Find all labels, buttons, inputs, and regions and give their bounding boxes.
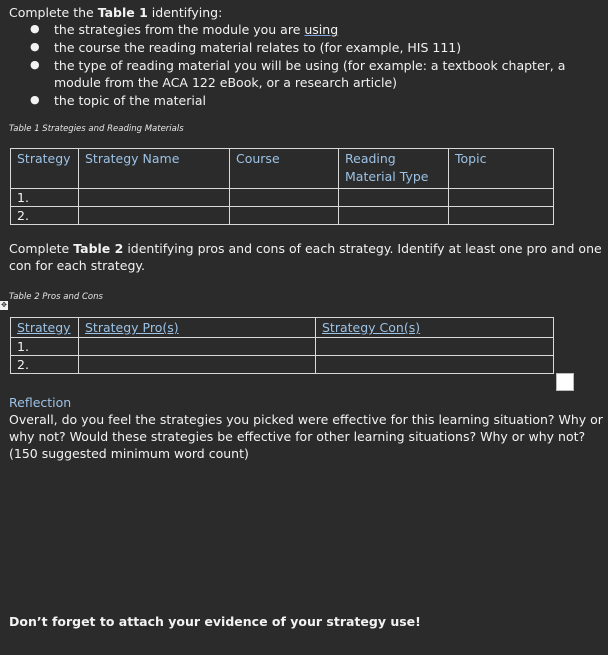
- footer-note: Don’t forget to attach your evidence of your strategy use!: [9, 614, 421, 629]
- table1-caption: Table 1 Strategies and Reading Materials: [9, 124, 184, 134]
- table-row[interactable]: [11, 356, 554, 374]
- list-item: the course the reading material relates to (for example, HIS 111): [54, 40, 462, 55]
- table-header-row: [11, 318, 554, 338]
- table-cell[interactable]: [79, 189, 230, 207]
- header-reading-material-type: Reading Material Type: [339, 149, 449, 189]
- header-strategy-pros: Strategy Pro(s): [79, 318, 316, 338]
- list-item-continued: module from the ACA 122 eBook, or a research article): [54, 75, 398, 90]
- row-number: 1.: [11, 338, 79, 356]
- list-item: the type of reading material you will be using (for example: a textbook chapter, a: [54, 58, 566, 73]
- table2-instructions: Complete Table 2 identifying pros and cons of each strategy. Identify at least one pro and one: [9, 241, 602, 256]
- bullet-icon: ●: [30, 58, 40, 71]
- strategies-table: [10, 148, 554, 225]
- table-row[interactable]: [11, 189, 554, 207]
- table-cell[interactable]: [79, 338, 316, 356]
- header-strategy-name: Strategy Name: [79, 149, 230, 189]
- table-cell[interactable]: [79, 356, 316, 374]
- table-cell[interactable]: [230, 189, 339, 207]
- reflection-text: Overall, do you feel the strategies you picked were effective for this learning situation? Why or: [9, 412, 603, 427]
- list-item: the topic of the material: [54, 93, 206, 108]
- intro-text: Complete the Table 1 identifying:: [9, 5, 223, 20]
- table-cell[interactable]: [79, 207, 230, 225]
- header-strategy-cons: Strategy Con(s): [316, 318, 554, 338]
- reflection-text: (150 suggested minimum word count): [9, 446, 249, 461]
- table-cell[interactable]: [339, 207, 449, 225]
- pros-cons-table: [10, 317, 554, 374]
- table-cell[interactable]: [449, 189, 554, 207]
- reflection-heading: Reflection: [9, 395, 72, 410]
- table-cell[interactable]: [449, 207, 554, 225]
- reflection-text: why not? Would these strategies be effective for other learning situations? Why or why not?: [9, 429, 586, 444]
- header-topic: Topic: [449, 149, 554, 189]
- table-cell[interactable]: [230, 207, 339, 225]
- header-strategy: Strategy: [11, 149, 79, 189]
- table-cell[interactable]: [316, 338, 554, 356]
- table-cell[interactable]: [316, 356, 554, 374]
- table-row[interactable]: [11, 338, 554, 356]
- row-number: 1.: [11, 189, 79, 207]
- table-move-handle-icon[interactable]: ✥: [1, 301, 7, 309]
- header-strategy: Strategy: [11, 318, 79, 338]
- row-number: 2.: [11, 356, 79, 374]
- bullet-icon: ●: [30, 22, 40, 35]
- table-header-row: [11, 149, 554, 189]
- header-course: Course: [230, 149, 339, 189]
- table-cell[interactable]: [339, 189, 449, 207]
- bullet-icon: ●: [30, 93, 40, 106]
- table-resize-handle[interactable]: [556, 373, 574, 391]
- table2-caption: Table 2 Pros and Cons: [9, 292, 103, 302]
- bullet-icon: ●: [30, 40, 40, 53]
- table2-instructions-continued: con for each strategy.: [9, 258, 146, 273]
- table-row[interactable]: [11, 207, 554, 225]
- row-number: 2.: [11, 207, 79, 225]
- list-item: the strategies from the module you are using: [54, 22, 339, 37]
